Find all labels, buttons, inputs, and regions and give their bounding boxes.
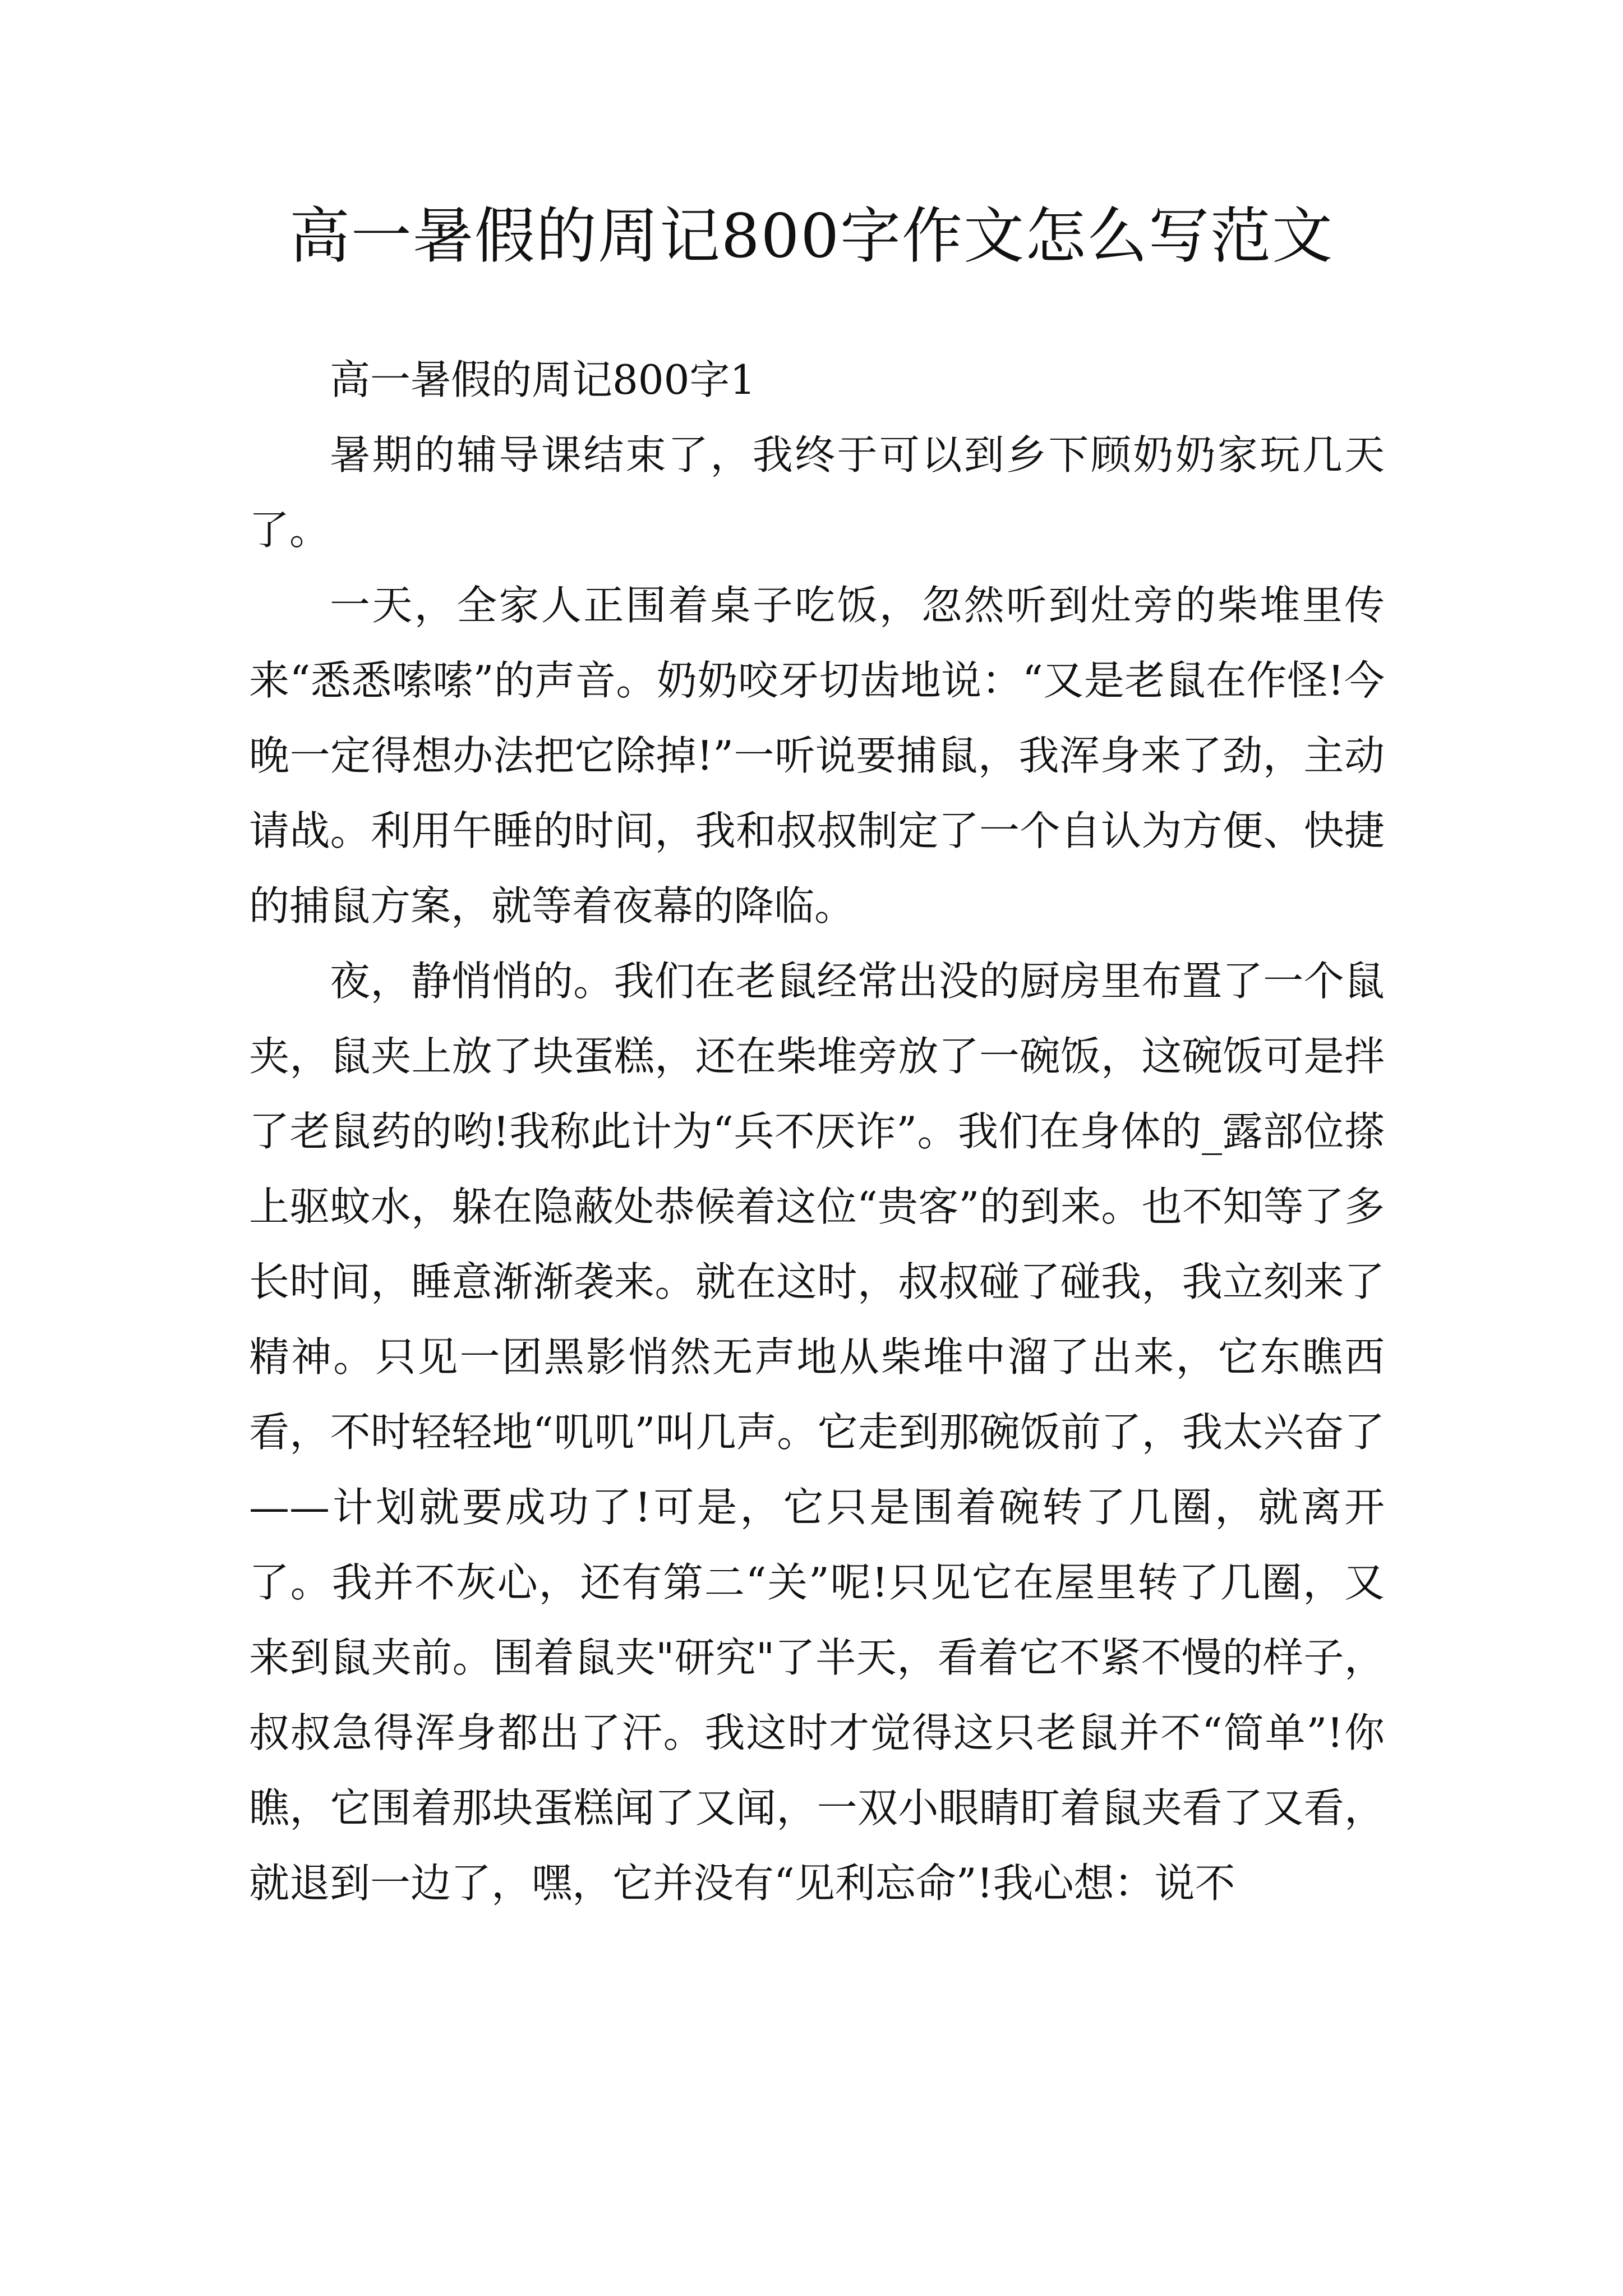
document-title: 高一暑假的周记800字作文怎么写范文 [289, 201, 1334, 272]
paragraph-2: 一天，全家人正围着桌子吃饭，忽然听到灶旁的柴堆里传来“悉悉嗦嗦”的声音。奶奶咬牙切齿地说：“又是老鼠在作怪!今晚一定得想办法把它除掉!”一听说要捕鼠，我浑身来了劲，主动请战。利用午睡的时间，我和叔叔制定了一个自认为方便、快捷的捕鼠方案，就等着夜幕的降临。 [249, 582, 1385, 930]
section-heading: 高一暑假的周记800字1 [330, 356, 756, 403]
paragraph-1: 暑期的辅导课结束了，我终于可以到乡下顾奶奶家玩几天了。 [249, 431, 1385, 554]
document-body [249, 342, 1385, 1921]
paragraph-3: 夜，静悄悄的。我们在老鼠经常出没的厨房里布置了一个鼠夹，鼠夹上放了块蛋糕，还在柴堆旁放了一碗饭，这碗饭可是拌了老鼠药的哟!我称此计为“兵不厌诈”。我们在身体的_露部位搽上驱蚊水，躲在隐蔽处恭候着这位“贵客”的到来。也不知等了多长时间，睡意渐渐袭来。就在这时，叔叔碰了碰我，我立刻来了精神。只见一团黑影悄然无声地从柴堆中溜了出来，它东瞧西看，不时轻轻地“叽叽”叫几声。它走到那碗饭前了，我太兴奋了——计划就要成功了!可是，它只是围着碗转了几圈，就离开了。我并不灰心，还有第二“关”呢!只见它在屋里转了几圈，又来到鼠夹前。围着鼠夹"研究"了半天，看着它不紧不慢的样子，叔叔急得浑身都出了汗。我这时才觉得这只老鼠并不“简单”!你瞧，它围着那块蛋糕闻了又闻，一双小眼睛盯着鼠夹看了又看，就退到一边了，嘿，它并没有“见利忘命”!我心想：说不 [249, 958, 1385, 1907]
